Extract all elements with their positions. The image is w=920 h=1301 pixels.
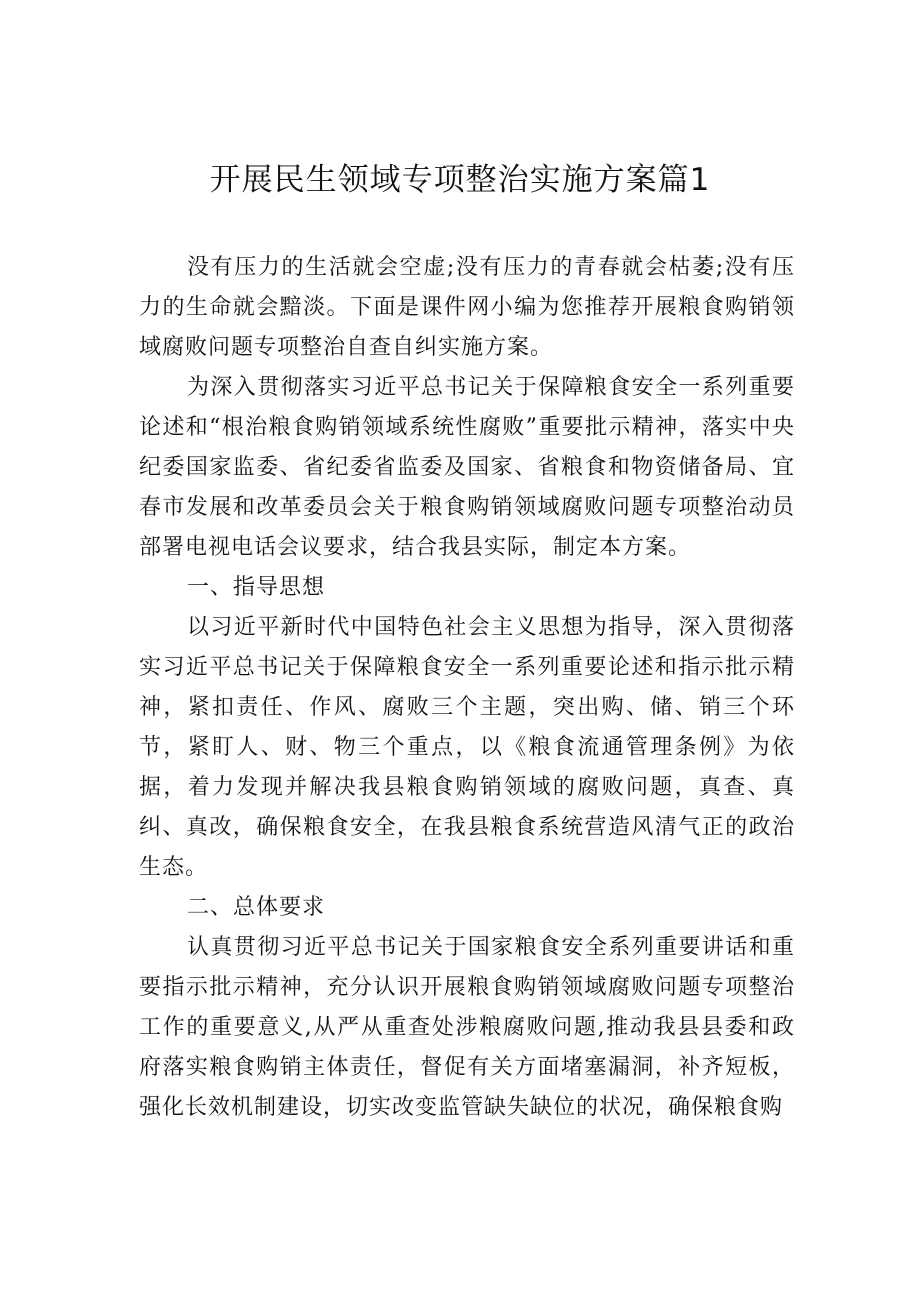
general-requirements-paragraph: 认真贯彻习近平总书记关于国家粮食安全系列重要讲话和重要指示批示精神，充分认识开展粮食购销领域腐败问题专项整治工作的重要意义,从严从重查处涉粮腐败问题,推动我县县委和政府落实粮食购销主体责任，督促有关方面堵塞漏洞，补齐短板，强化长效机制建设，切实改变监管缺失缺位的状况，确保粮食购 — [139, 935, 795, 1120]
section-heading-general-requirements: 二、总体要求 — [187, 895, 326, 920]
section-heading-guiding-ideology: 一、指导思想 — [187, 575, 326, 600]
guiding-ideology-paragraph: 以习近平新时代中国特色社会主义思想为指导，深入贯彻落实习近平总书记关于保障粮食安全一系列重要论述和指示批示精神，紧扣责任、作风、腐败三个主题，突出购、储、销三个环节，紧盯人、财、物三个重点，以《粮食流通管理条例》为依据，着力发现并解决我县粮食购销领域的腐败问题，真查、真纠、真改，确保粮食安全，在我县粮食系统营造风清气正的政治生态。 — [139, 615, 795, 880]
document-body — [139, 248, 795, 1128]
intro-paragraph: 没有压力的生活就会空虚;没有压力的青春就会枯萎;没有压力的生命就会黯淡。下面是课件网小编为您推荐开展粮食购销领域腐败问题专项整治自查自纠实施方案。 — [139, 255, 795, 360]
document-title: 开展民生领域专项整治实施方案篇1 — [209, 162, 711, 198]
purpose-paragraph: 为深入贯彻落实习近平总书记关于保障粮食安全一系列重要论述和“根治粮食购销领域系统性腐败”重要批示精神，落实中央纪委国家监委、省纪委省监委及国家、省粮食和物资储备局、宜春市发展和改革委员会关于粮食购销领域腐败问题专项整治动员部署电视电话会议要求，结合我县实际，制定本方案。 — [139, 375, 795, 560]
